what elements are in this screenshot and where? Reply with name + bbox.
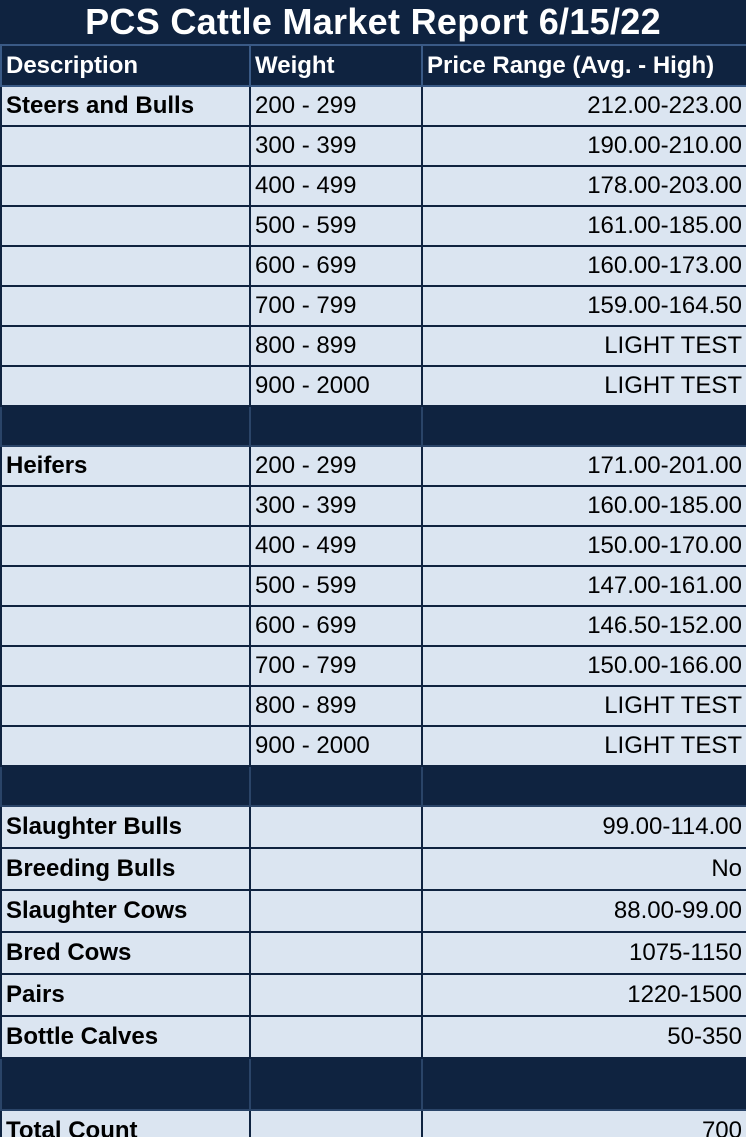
cell-weight <box>250 848 422 890</box>
cell-weight <box>250 974 422 1016</box>
cell-price: LIGHT TEST <box>422 686 746 726</box>
cell-weight: 500 - 599 <box>250 206 422 246</box>
table-row <box>1 806 746 848</box>
cell-description: Total Count <box>1 1110 250 1137</box>
cell-description <box>1 126 250 166</box>
table-row <box>1 486 746 526</box>
cell-price: 99.00-114.00 <box>422 806 746 848</box>
cell-weight: 200 - 299 <box>250 446 422 486</box>
cell-weight: 300 - 399 <box>250 126 422 166</box>
cell-description <box>1 726 250 766</box>
table-row <box>1 206 746 246</box>
cell-description <box>1 646 250 686</box>
table-body <box>1 86 746 1137</box>
cell-weight: 200 - 299 <box>250 86 422 126</box>
table-row <box>1 890 746 932</box>
cell-description <box>1 686 250 726</box>
separator-row <box>1 406 746 446</box>
table-row <box>1 606 746 646</box>
header-row <box>1 45 746 86</box>
cell-description: Slaughter Cows <box>1 890 250 932</box>
cell-price: 178.00-203.00 <box>422 166 746 206</box>
cell-price: 190.00-210.00 <box>422 126 746 166</box>
cell-weight: 700 - 799 <box>250 646 422 686</box>
cell-description <box>1 166 250 206</box>
cell-price: 159.00-164.50 <box>422 286 746 326</box>
cell-price: 150.00-170.00 <box>422 526 746 566</box>
cell-description <box>1 366 250 406</box>
cell-price: 50-350 <box>422 1016 746 1058</box>
table-row <box>1 686 746 726</box>
table-row <box>1 126 746 166</box>
cell-description: Slaughter Bulls <box>1 806 250 848</box>
cell-price: 147.00-161.00 <box>422 566 746 606</box>
cell-weight: 900 - 2000 <box>250 726 422 766</box>
header-description: Description <box>1 45 250 86</box>
table-row <box>1 566 746 606</box>
cell-description: Bottle Calves <box>1 1016 250 1058</box>
cell-price: LIGHT TEST <box>422 326 746 366</box>
cell-weight: 700 - 799 <box>250 286 422 326</box>
separator-cell <box>250 1058 422 1110</box>
cell-weight <box>250 1110 422 1137</box>
cell-weight: 900 - 2000 <box>250 366 422 406</box>
cell-price: LIGHT TEST <box>422 726 746 766</box>
header-weight: Weight <box>250 45 422 86</box>
cell-weight: 800 - 899 <box>250 326 422 366</box>
cell-weight: 600 - 699 <box>250 606 422 646</box>
cell-description <box>1 206 250 246</box>
cell-description: Heifers <box>1 446 250 486</box>
report-title: PCS Cattle Market Report 6/15/22 <box>85 1 661 42</box>
table-row <box>1 166 746 206</box>
cell-price: No <box>422 848 746 890</box>
cell-description: Pairs <box>1 974 250 1016</box>
table-row <box>1 974 746 1016</box>
cell-description <box>1 526 250 566</box>
table-row <box>1 1110 746 1137</box>
table-row <box>1 848 746 890</box>
table-row <box>1 932 746 974</box>
cell-weight <box>250 932 422 974</box>
cell-price: 161.00-185.00 <box>422 206 746 246</box>
table-row <box>1 726 746 766</box>
separator-row <box>1 1058 746 1110</box>
cell-weight <box>250 806 422 848</box>
cell-description <box>1 566 250 606</box>
cell-weight <box>250 1016 422 1058</box>
cell-weight <box>250 890 422 932</box>
cell-weight: 400 - 499 <box>250 166 422 206</box>
cell-weight: 400 - 499 <box>250 526 422 566</box>
table-row <box>1 326 746 366</box>
separator-cell <box>1 766 250 806</box>
table-row <box>1 286 746 326</box>
cell-weight: 500 - 599 <box>250 566 422 606</box>
cell-price: 1075-1150 <box>422 932 746 974</box>
separator-cell <box>1 406 250 446</box>
cell-price: 160.00-173.00 <box>422 246 746 286</box>
table-row <box>1 446 746 486</box>
separator-cell <box>422 766 746 806</box>
table-row <box>1 646 746 686</box>
cell-description <box>1 246 250 286</box>
separator-cell <box>250 406 422 446</box>
cell-description <box>1 486 250 526</box>
table-row <box>1 86 746 126</box>
price-table <box>0 44 746 1137</box>
cell-price: 146.50-152.00 <box>422 606 746 646</box>
cell-description <box>1 606 250 646</box>
cell-description <box>1 326 250 366</box>
cell-price: 88.00-99.00 <box>422 890 746 932</box>
cell-price: LIGHT TEST <box>422 366 746 406</box>
table-row <box>1 526 746 566</box>
cell-description <box>1 286 250 326</box>
table-row <box>1 246 746 286</box>
cell-weight: 800 - 899 <box>250 686 422 726</box>
cell-price: 160.00-185.00 <box>422 486 746 526</box>
cell-price: 150.00-166.00 <box>422 646 746 686</box>
cell-price: 700 <box>422 1110 746 1137</box>
cell-description: Steers and Bulls <box>1 86 250 126</box>
cell-weight: 300 - 399 <box>250 486 422 526</box>
cell-price: 171.00-201.00 <box>422 446 746 486</box>
cell-weight: 600 - 699 <box>250 246 422 286</box>
separator-cell <box>1 1058 250 1110</box>
separator-cell <box>250 766 422 806</box>
separator-cell <box>422 1058 746 1110</box>
cell-description: Breeding Bulls <box>1 848 250 890</box>
cell-description: Bred Cows <box>1 932 250 974</box>
separator-row <box>1 766 746 806</box>
cell-price: 212.00-223.00 <box>422 86 746 126</box>
table-row <box>1 1016 746 1058</box>
separator-cell <box>422 406 746 446</box>
cell-price: 1220-1500 <box>422 974 746 1016</box>
table-row <box>1 366 746 406</box>
header-price: Price Range (Avg. - High) <box>422 45 746 86</box>
